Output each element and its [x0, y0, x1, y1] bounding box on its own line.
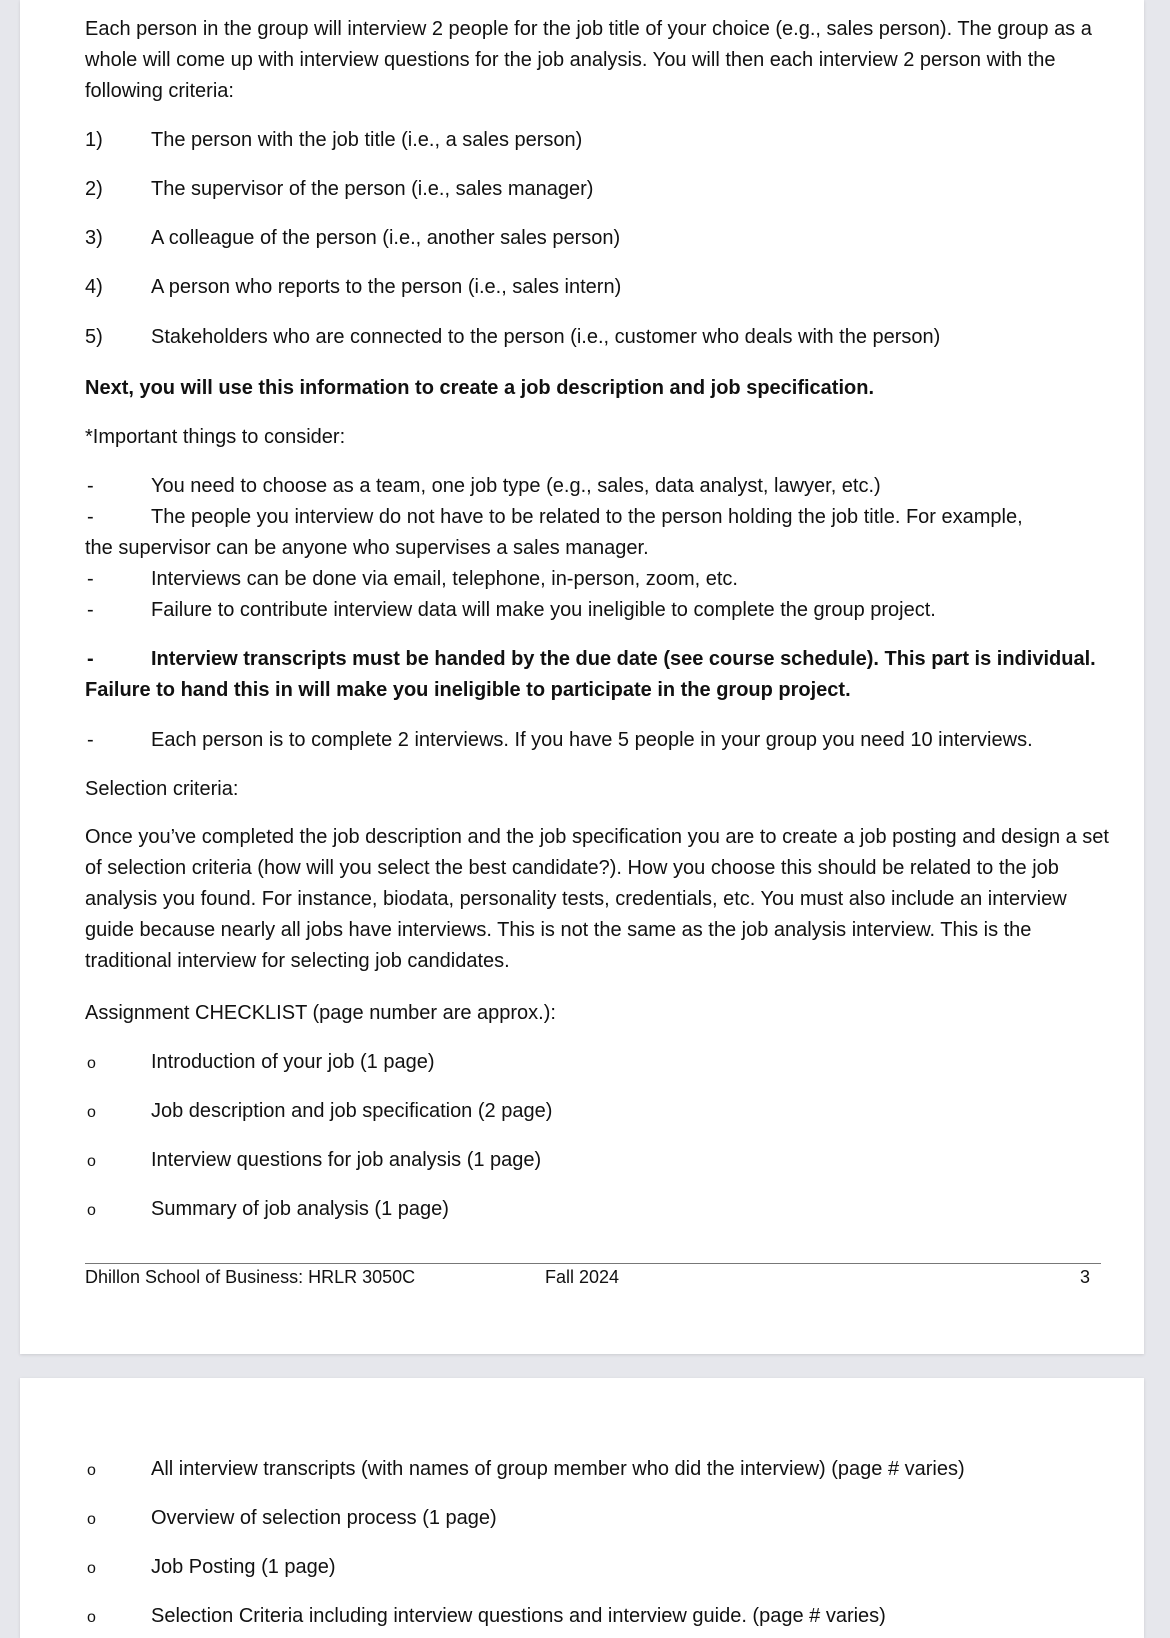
criteria-marker: 4)	[85, 276, 103, 298]
checklist-marker: o	[87, 1511, 96, 1528]
checklist-marker: o	[87, 1055, 96, 1072]
bullet-marker: -	[87, 506, 94, 528]
selection-heading: Selection criteria:	[85, 778, 239, 800]
bullet-marker: -	[87, 599, 94, 621]
checklist-item: Job description and job specification (2 page)	[151, 1100, 553, 1122]
bullet-marker: -	[87, 568, 94, 590]
criteria-item: A colleague of the person (i.e., another sales person)	[151, 227, 621, 249]
criteria-marker: 5)	[85, 326, 103, 348]
consideration-continuation: the supervisor can be anyone who supervises a sales manager.	[85, 537, 649, 559]
bullet-marker: -	[87, 475, 94, 497]
checklist-marker: o	[87, 1202, 96, 1219]
criteria-item: The supervisor of the person (i.e., sales manager)	[151, 178, 594, 200]
criteria-item: A person who reports to the person (i.e., sales intern)	[151, 276, 622, 298]
criteria-marker: 3)	[85, 227, 103, 249]
consideration-item: Each person is to complete 2 interviews. If you have 5 people in your group you need 10 interviews.	[151, 729, 1033, 751]
consideration-item: Interview transcripts must be handed by the due date (see course schedule). This part is individual.	[151, 648, 1096, 670]
checklist-marker: o	[87, 1104, 96, 1121]
checklist-marker: o	[87, 1462, 96, 1479]
consideration-item: Failure to contribute interview data will make you ineligible to complete the group project.	[151, 599, 936, 621]
consideration-item: You need to choose as a team, one job type (e.g., sales, data analyst, lawyer, etc.)	[151, 475, 881, 497]
footer-school: Dhillon School of Business: HRLR 3050C	[85, 1267, 416, 1287]
checklist-item: Job Posting (1 page)	[151, 1556, 336, 1578]
consideration-continuation: Failure to hand this in will make you ineligible to participate in the group project.	[85, 679, 851, 701]
checklist-item: All interview transcripts (with names of group member who did the interview) (page # varies)	[151, 1458, 965, 1480]
selection-paragraph: Once you’ve completed the job description and the job specification you are to create a job posting and design a set of selection criteria (how will you select the best candidate?). How you choose this should be related to the job analysis you found. For instance, biodata, personality tests, credentials, etc. You must also include an interview guide because nearly all jobs have interviews. This is not the same as the job analysis interview. This is the traditional interview for selecting job candidates.	[85, 826, 1109, 972]
document-page-3	[20, 0, 1144, 1354]
footer-page-number: 3	[1080, 1267, 1091, 1287]
checklist-item: Interview questions for job analysis (1 page)	[151, 1149, 542, 1171]
important-heading: *Important things to consider:	[85, 426, 346, 448]
criteria-marker: 1)	[85, 129, 103, 151]
footer-term: Fall 2024	[545, 1267, 620, 1287]
checklist-item: Overview of selection process (1 page)	[151, 1507, 497, 1529]
checklist-item: Summary of job analysis (1 page)	[151, 1198, 449, 1220]
checklist-marker: o	[87, 1560, 96, 1577]
criteria-item: Stakeholders who are connected to the person (i.e., customer who deals with the person)	[151, 326, 941, 348]
consideration-item: Interviews can be done via email, telephone, in-person, zoom, etc.	[151, 568, 738, 590]
consideration-item: The people you interview do not have to be related to the person holding the job title. For example,	[151, 506, 1023, 528]
checklist-heading: Assignment CHECKLIST (page number are approx.):	[85, 1002, 556, 1024]
checklist-item: Introduction of your job (1 page)	[151, 1051, 435, 1073]
checklist-item: Selection Criteria including interview questions and interview guide. (page # varies)	[151, 1605, 886, 1627]
intro-paragraph: Each person in the group will interview 2 people for the job title of your choice (e.g., sales person). The group as a whole will come up with interview questions for the job analysis. You will then each interview 2 person with the following criteria:	[85, 18, 1092, 102]
criteria-marker: 2)	[85, 178, 103, 200]
footer-divider	[85, 1263, 1101, 1264]
checklist-marker: o	[87, 1609, 96, 1626]
checklist-marker: o	[87, 1153, 96, 1170]
bullet-marker: -	[87, 648, 94, 670]
criteria-item: The person with the job title (i.e., a sales person)	[151, 129, 583, 151]
bullet-marker: -	[87, 729, 94, 751]
next-heading: Next, you will use this information to create a job description and job specification.	[85, 377, 875, 399]
document-page-4	[20, 1378, 1144, 1638]
